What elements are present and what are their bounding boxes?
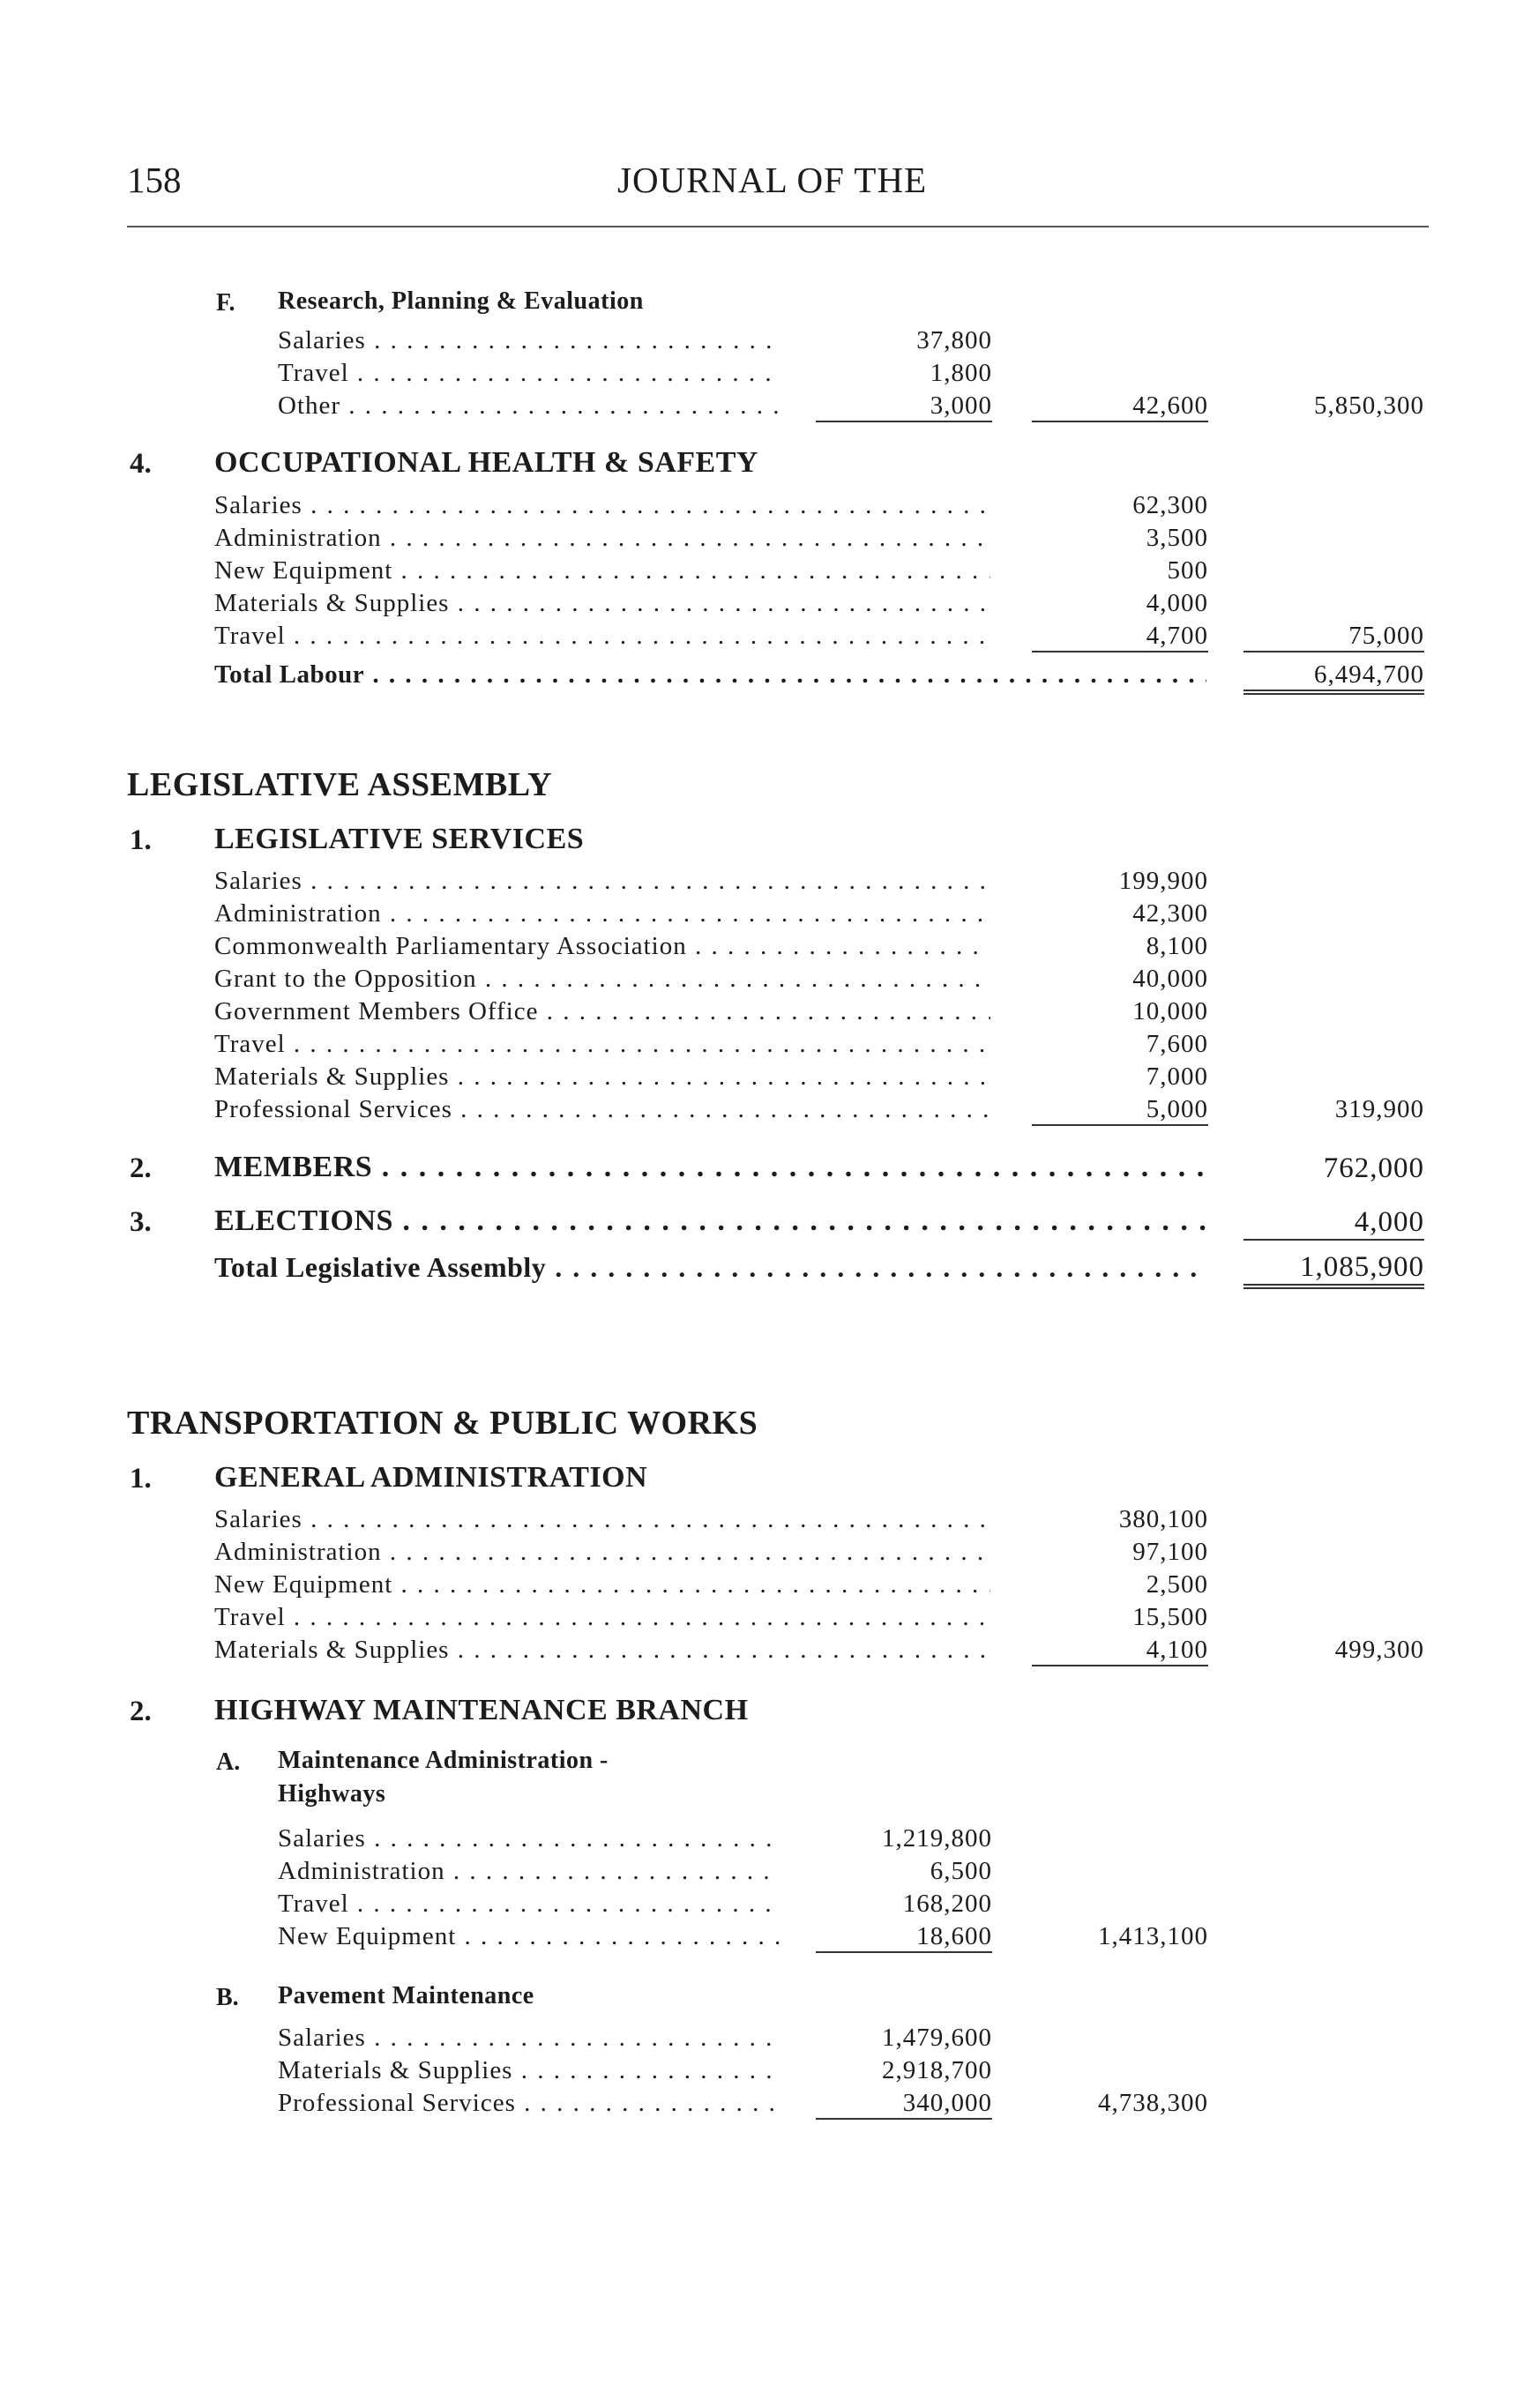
page-number: 158	[127, 160, 182, 200]
line-item-label: Salaries . . .	[214, 1505, 990, 1534]
section-total: 319,900	[1334, 1095, 1424, 1123]
line-item-label: Other . . .	[278, 391, 780, 421]
line-item-amount: 37,800	[916, 326, 992, 354]
line-item-label: New Equipment . . .	[278, 1922, 780, 1951]
line-item-amount: 6,500	[930, 1857, 992, 1885]
subtotal-amount: 1,413,100	[1098, 1922, 1208, 1950]
section-title: LEGISLATIVE SERVICES	[214, 823, 585, 855]
subsection-letter: A.	[216, 1748, 241, 1776]
line-item-amount: 15,500	[1132, 1603, 1208, 1631]
line-item-amount: 4,000	[1146, 589, 1208, 617]
line-item-label: Administration . . .	[214, 1538, 990, 1567]
line-item-label: Administration . . .	[214, 524, 990, 553]
grand-total-amount: 6,494,700	[1243, 660, 1424, 695]
line-item-label: Administration . . .	[214, 899, 990, 928]
section-number: 3.	[130, 1206, 152, 1238]
line-item-label: Grant to the Opposition . . .	[214, 965, 990, 994]
line-item-amount: 40,000	[1132, 965, 1208, 993]
line-item-amount: 199,900	[1118, 867, 1208, 895]
section-total: 5,850,300	[1314, 391, 1424, 420]
section-number: 2.	[130, 1152, 152, 1184]
line-item-amount: 4,700	[1032, 622, 1208, 652]
line-item-amount: 10,000	[1132, 997, 1208, 1025]
line-item-label: New Equipment . . .	[214, 556, 990, 585]
line-item-label: Travel . . .	[214, 1603, 990, 1632]
section-number: 2.	[130, 1696, 152, 1727]
line-item-amount: 8,100	[1146, 932, 1208, 960]
subsection-title: Research, Planning & Evaluation	[278, 287, 644, 315]
grand-total-label: Total Legislative Assembly . . .	[214, 1251, 1206, 1284]
line-item-amount: 500	[1167, 556, 1208, 585]
line-item-label: Administration . . .	[278, 1857, 780, 1886]
header-rule	[127, 226, 1429, 227]
section-total: 499,300	[1334, 1636, 1424, 1664]
line-item-label: New Equipment . . .	[214, 1570, 990, 1599]
line-item-label: Materials & Supplies . . .	[214, 589, 990, 618]
grand-total-label: Total Labour . . .	[214, 660, 1206, 690]
line-item-label: Professional Services . . .	[278, 2089, 780, 2118]
line-item-label: Travel . . .	[278, 1890, 780, 1919]
line-item-amount: 3,500	[1146, 524, 1208, 552]
subsection-letter: B.	[216, 1984, 239, 2011]
line-item-label: Salaries . . .	[214, 867, 990, 896]
line-item-label: Materials & Supplies . . .	[214, 1062, 990, 1092]
line-item-amount: 1,479,600	[882, 2024, 992, 2052]
line-item-amount: 340,000	[816, 2089, 992, 2120]
line-item-amount: 2,918,700	[882, 2056, 992, 2084]
section-total: 762,000	[1323, 1152, 1424, 1184]
line-item-amount: 1,800	[930, 359, 992, 387]
subtotal-amount: 42,600	[1032, 391, 1208, 422]
line-item-amount: 7,000	[1146, 1062, 1208, 1091]
department-title: TRANSPORTATION & PUBLIC WORKS	[127, 1405, 758, 1442]
line-item-amount: 42,300	[1132, 899, 1208, 928]
line-item-label: Salaries . . .	[278, 1824, 780, 1853]
section-title: OCCUPATIONAL HEALTH & SAFETY	[214, 446, 758, 479]
line-item-amount: 2,500	[1146, 1570, 1208, 1599]
line-item-amount: 380,100	[1118, 1505, 1208, 1533]
line-item-amount: 168,200	[902, 1890, 992, 1918]
subsection-letter: F.	[216, 289, 235, 317]
section-number: 1.	[130, 824, 152, 856]
line-item-amount: 18,600	[816, 1922, 992, 1953]
line-item-label: Government Members Office . . .	[214, 997, 990, 1026]
line-item-amount: 62,300	[1132, 491, 1208, 519]
subsection-title: Maintenance Administration -	[278, 1747, 609, 1774]
section-title: GENERAL ADMINISTRATION	[214, 1461, 648, 1494]
section-title: HIGHWAY MAINTENANCE BRANCH	[214, 1694, 749, 1726]
running-title: JOURNAL OF THE	[617, 160, 928, 200]
line-item-label: Salaries . . .	[278, 2024, 780, 2053]
line-item-amount: 97,100	[1132, 1538, 1208, 1566]
line-item-label: Salaries . . .	[214, 491, 990, 520]
line-item-label: Travel . . .	[278, 359, 780, 388]
line-item-amount: 3,000	[816, 391, 992, 422]
line-item-label: Travel . . .	[214, 622, 990, 651]
line-item-amount: 1,219,800	[882, 1824, 992, 1853]
line-item-amount: 4,100	[1032, 1636, 1208, 1666]
section-total: 4,000	[1243, 1206, 1424, 1241]
line-item-amount: 7,600	[1146, 1030, 1208, 1058]
line-item-label: Salaries . . .	[278, 326, 780, 355]
department-title: LEGISLATIVE ASSEMBLY	[127, 766, 553, 803]
section-total: 75,000	[1243, 622, 1424, 652]
line-item-label: MEMBERS . . .	[214, 1151, 1206, 1184]
line-item-label: ELECTIONS . . .	[214, 1204, 1206, 1238]
subtotal-amount: 4,738,300	[1098, 2089, 1208, 2117]
line-item-label: Materials & Supplies . . .	[214, 1636, 990, 1665]
subsection-title: Pavement Maintenance	[278, 1982, 534, 2009]
line-item-label: Professional Services . . .	[214, 1095, 990, 1124]
subsection-title-continued: Highways	[278, 1780, 386, 1808]
grand-total-amount: 1,085,900	[1243, 1251, 1424, 1289]
section-number: 4.	[130, 448, 152, 480]
line-item-label: Commonwealth Parliamentary Association . . .	[214, 932, 990, 961]
line-item-label: Travel . . .	[214, 1030, 990, 1059]
section-number: 1.	[130, 1463, 152, 1495]
line-item-amount: 5,000	[1032, 1095, 1208, 1126]
line-item-label: Materials & Supplies . . .	[278, 2056, 780, 2085]
